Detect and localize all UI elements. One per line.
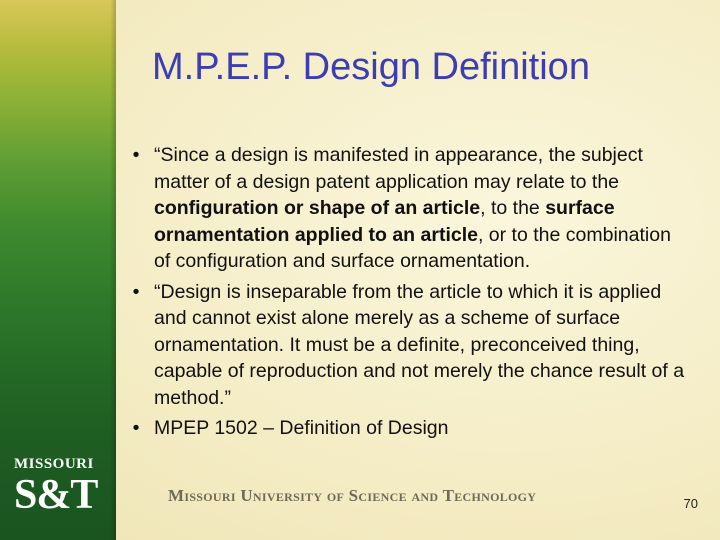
university-name: Missouri University of Science and Technology — [168, 486, 537, 505]
bullet-text: MPEP 1502 – Definition of Design — [154, 417, 449, 439]
slide-title: M.P.E.P. Design Definition — [152, 46, 590, 88]
bullet-item — [126, 142, 686, 275]
bullet-marker: • — [132, 144, 140, 166]
bullet-marker: • — [132, 417, 140, 439]
page-number: 70 — [683, 496, 698, 511]
bullet-text: “Design is inseparable from the article to which it is applied and cannot exist alone merely as a scheme of surface ornamentation. It must be a definite, preconceived thing, capable of reproduction and not merely the chance result of a method.” — [154, 280, 685, 409]
bullet-list — [126, 142, 686, 446]
bullet-item — [126, 279, 686, 412]
bullet-emphasis-text: configuration or shape of an article — [154, 197, 481, 219]
bullet-text: , or to the combination of configuration and surface ornamentation. — [154, 223, 671, 272]
bullet-text: , to the — [480, 197, 546, 219]
bullet-text: “Since a design is manifested in appearance, the subject matter of a design patent application may relate to the — [154, 144, 643, 193]
logo-st: S&T — [14, 472, 98, 518]
bullet-marker: • — [132, 280, 140, 303]
bullet-emphasis-text: surface ornamentation applied to an article — [154, 197, 615, 246]
bullet-item — [126, 415, 686, 442]
logo-missouri-text: MISSOURI — [14, 456, 94, 472]
